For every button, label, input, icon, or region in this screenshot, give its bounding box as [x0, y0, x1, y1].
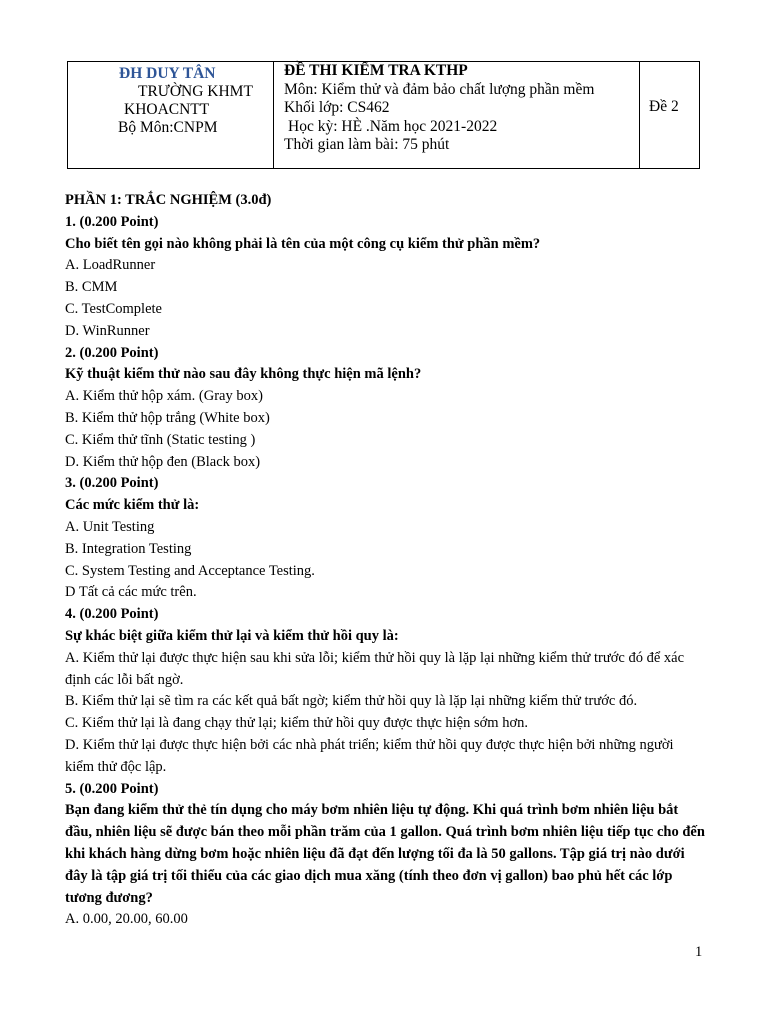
- question-text: Sự khác biệt giữa kiểm thử lại và kiểm thử hồi quy là:: [65, 627, 399, 644]
- option-b: B. Integration Testing: [65, 540, 192, 557]
- question-number: 4. (0.200 Point): [65, 606, 159, 623]
- question-number: 1. (0.200 Point): [65, 213, 159, 230]
- question-number: 5. (0.200 Point): [65, 780, 159, 797]
- option-a: A. LoadRunner: [65, 257, 156, 274]
- option-a: A. Kiểm thử lại được thực hiện sau khi sửa lỗi; kiểm thử hồi quy là lặp lại những kiểm thử trước đó để xác định các lỗi bất ngờ.: [65, 649, 685, 688]
- university-name: ĐH DUY TÂN: [119, 65, 216, 82]
- department-name: Bộ Môn:CNPM: [118, 119, 218, 136]
- option-d: D. Kiểm thử lại được thực hiện bởi các nhà phát triển; kiểm thử hồi quy được thực hiện bởi những người kiểm thử độc lập.: [65, 736, 674, 775]
- option-d: D Tất cả các mức trên.: [65, 584, 197, 601]
- exam-term: Học kỳ: HÈ .Năm học 2021-2022: [288, 117, 498, 135]
- question-text: Cho biết tên gọi nào không phải là tên của một công cụ kiểm thử phần mềm?: [65, 235, 541, 252]
- exam-header-table: [67, 61, 700, 169]
- option-b: B. Kiểm thử hộp trắng (White box): [65, 409, 270, 426]
- option-c: C. Kiểm thử tĩnh (Static testing ): [65, 431, 256, 448]
- option-c: C. TestComplete: [65, 300, 162, 317]
- exam-title: ĐỀ THI KIỂM TRA KTHP: [284, 62, 468, 79]
- option-c: C. System Testing and Acceptance Testing.: [65, 562, 315, 579]
- question-number: 2. (0.200 Point): [65, 344, 159, 361]
- option-a: A. Kiểm thử hộp xám. (Gray box): [65, 388, 263, 405]
- option-a: A. 0.00, 20.00, 60.00: [65, 911, 188, 928]
- exam-code: Đề 2: [649, 98, 679, 115]
- exam-class: Khối lớp: CS462: [284, 99, 390, 116]
- question-text: Các mức kiểm thử là:: [65, 497, 200, 514]
- page-number: 1: [695, 944, 703, 960]
- exam-content: [65, 190, 705, 931]
- question-5: [65, 779, 705, 932]
- question-number: 3. (0.200 Point): [65, 475, 159, 492]
- option-b: B. Kiểm thử lại sẽ tìm ra các kết quả bất ngờ; kiểm thử hồi quy là lặp lại những kiểm thử trước đó.: [65, 693, 638, 710]
- exam-info-cell: [274, 62, 640, 168]
- option-a: A. Unit Testing: [65, 518, 155, 535]
- option-c: C. Kiểm thử lại là đang chạy thử lại; kiểm thử hồi quy được thực hiện sớm hơn.: [65, 715, 528, 732]
- question-2: [65, 343, 705, 474]
- exam-subject: Môn: Kiểm thử và đảm bảo chất lượng phần mềm: [284, 80, 595, 98]
- exam-code-cell: [640, 62, 699, 168]
- question-3: [65, 473, 705, 604]
- school-name: TRƯỜNG KHMT: [138, 83, 253, 100]
- part-title: PHẦN 1: TRẮC NGHIỆM (3.0đ): [65, 192, 272, 208]
- question-4: [65, 604, 705, 778]
- exam-duration: Thời gian làm bài: 75 phút: [284, 136, 450, 153]
- faculty-name: KHOACNTT: [124, 101, 210, 118]
- question-text: Kỹ thuật kiểm thử nào sau đây không thực hiện mã lệnh?: [65, 366, 422, 383]
- option-d: D. WinRunner: [65, 322, 150, 339]
- question-1: [65, 212, 705, 343]
- option-b: B. CMM: [65, 279, 118, 296]
- institution-cell: [68, 62, 274, 168]
- option-d: D. Kiểm thử hộp đen (Black box): [65, 453, 261, 470]
- question-text: Bạn đang kiểm thử thẻ tín dụng cho máy bơm nhiên liệu tự động. Khi quá trình bơm nhiên liệu bắt đầu, nhiên liệu sẽ được bán theo mỗi phần trăm của 1 gallon. Quá trình bơm nhiên liệu tiếp tục cho đến khi khách hàng dừng bơm hoặc nhiên liệu đã đạt đến lượng tối đa là 50 gallons. Tập giá trị nào dưới đây là tập giá trị tối thiểu của các giao dịch mua xăng (tính theo đơn vị gallon) bao phủ hết các lớp tương đương?: [65, 802, 705, 906]
